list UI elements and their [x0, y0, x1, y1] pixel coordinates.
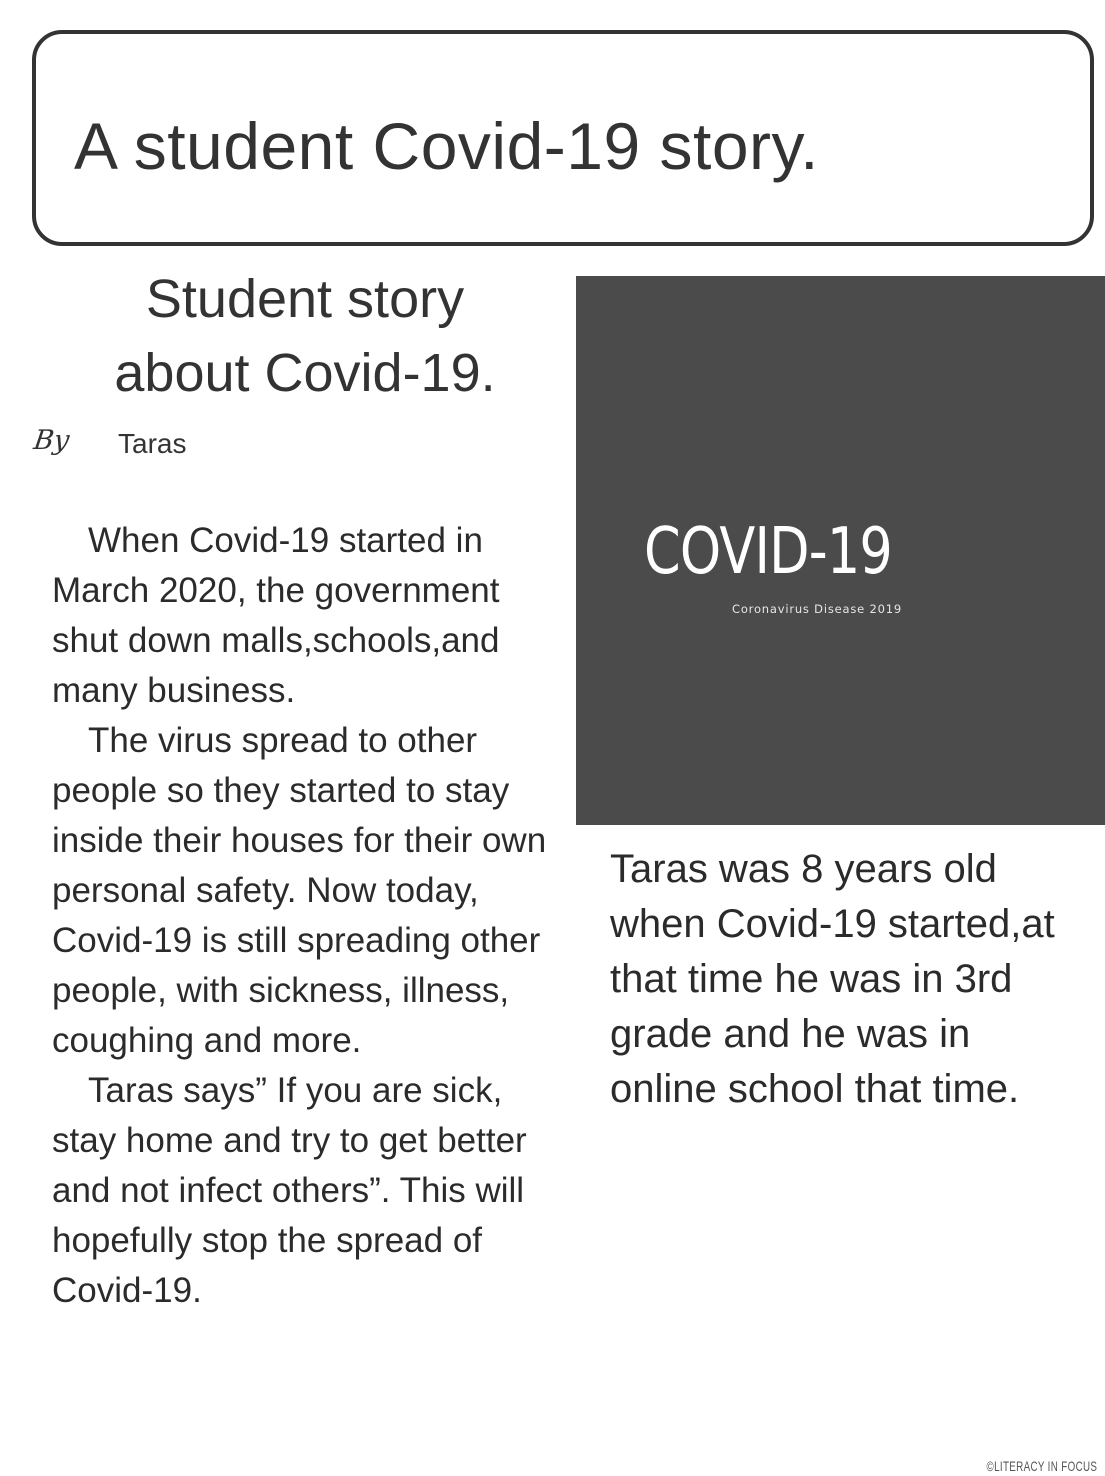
byline-label: By: [31, 425, 72, 456]
page-title: A student Covid-19 story.: [74, 109, 819, 183]
article-body: [52, 516, 572, 1316]
covid-image-title: COVID-19: [644, 515, 892, 589]
article-paragraph-3: Taras says” If you are sick, stay home and try to get better and not infect others”. This will hopefully stop the spread of Covid-19.: [52, 1071, 527, 1310]
covid-image-subtitle: Coronavirus Disease 2019: [732, 602, 902, 616]
story-heading: [30, 262, 580, 410]
footer-credit: ©LITERACY IN FOCUS: [986, 1458, 1097, 1474]
article-paragraph-1: When Covid-19 started in March 2020, the government shut down malls,schools,and many business.: [52, 521, 500, 710]
story-heading-line-2: about Covid-19.: [114, 343, 496, 403]
title-box: [32, 30, 1094, 246]
covid-illustration: [576, 276, 1105, 825]
byline-author: Taras: [118, 428, 187, 459]
image-caption: Taras was 8 years old when Covid-19 started,at that time he was in 3rd grade and he was in online school that time.: [610, 847, 1055, 1111]
story-heading-line-1: Student story: [145, 269, 465, 329]
article-paragraph-2: The virus spread to other people so they started to stay inside their houses for their own personal safety. Now today, Covid-19 is still spreading other people, with sickness, illness, coughing and more.: [52, 721, 547, 1060]
